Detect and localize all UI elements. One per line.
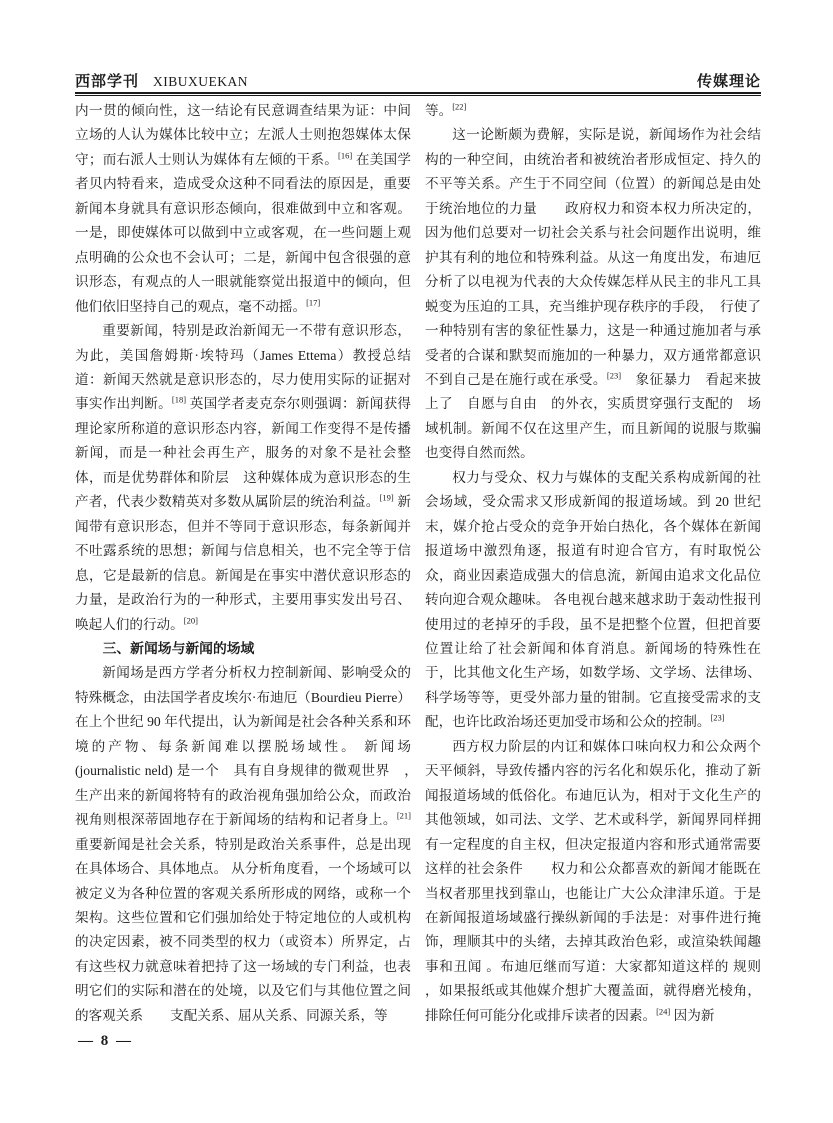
citation-ref: [20] — [183, 614, 198, 625]
header-divider-rule — [75, 92, 761, 96]
citation-ref: [17] — [306, 297, 321, 308]
journal-name-chinese: 西部学刊 — [75, 74, 140, 90]
paragraph: 西方权力阶层的内讧和媒体口味向权力和公众两个天平倾斜，导致传播内容的污名化和娱乐化，推动了新闻报道场域的低俗化。布迪厄认为，相对于文化生产的其他领域，如司法、文学、艺术或科学，新闻界同样拥有一定程度的自主权，但决定报道内容和形式通常需要这样的社会条件 权力和公众都喜欢的新闻才能既在当权者那里找到靠山，也能让广大公众津津乐道。于是在新闻报道场域盛行操纵新闻的手法是：对事件进行掩饰，理顺其中的头绪，去掉其政治色彩，或渲染轶闻趣事和丑闻 。布迪厄继而写道：大家都知道这样的 规则 ，如果报纸或其他媒介想扩大覆盖面，就得磨光棱角，排除任何可能分化或排斥读者的因素。[24] 因为新 — [425, 738, 761, 1023]
right-column — [425, 99, 761, 1028]
section-heading: 三、新闻场与新闻的场域 — [102, 640, 255, 656]
citation-ref: [19] — [379, 492, 394, 503]
paragraph: 权力与受众、权力与媒体的支配关系构成新闻的社会场域，受众需求又形成新闻的报道场域。到 20 世纪末，媒介抢占受众的竞争开始白热化，各个媒体在新闻报道场中激烈角逐，报道有时迎合官方，有时取悦公众，商业因素造成强大的信息流，新闻由追求文化品位转向迎合观众趣味。 各电视台越来越求助于轰动性报刊使用过的老掉牙的手段，虽不是把整个位置，但把首要位置让给了社会新闻和体育消息。新闻场的特殊性在于，比其他文化生产场，如数学场、文学场、法律场、科学场等等，更受外部力量的钳制。它直接受需求的支配，也许比政治场还更加受市场和公众的控制。[23] — [425, 469, 761, 730]
citation-ref: [23] — [606, 370, 622, 381]
left-column — [75, 99, 425, 1028]
paragraph: 这一论断颇为费解，实际是说，新闻场作为社会结构的一种空间，由统治者和被统治者形成恒定、持久的不平等关系。产生于不同空间（位置）的新闻总是由处于统治地位的力量 政府权力和资本权力所决定的，因为他们总要对一切社会关系与社会问题作出说明，维护其有利的地位和特殊利益。从这一角度出发，布迪厄分析了以电视为代表的大众传媒怎样从民主的非凡工具蜕变为压迫的工具，充当维护现存秩序的手段， 行使了一种特别有害的象征性暴力，这是一种通过施加者与承受者的合谋和默契而施加的一种暴力，双方通常都意识不到自己是在施行或在承受。[23] 象征暴力 看起来披上了 自愿与自由 的外衣，实质贯穿强行支配的 场域机制。新闻不仅在这里产生，而且新闻的说服与欺骗也变得自然而然。 — [425, 127, 762, 461]
paragraph: 重要新闻，特别是政治新闻无一不带有意识形态，为此，美国詹姆斯·埃特玛（James Ettema）教授总结道：新闻天然就是意识形态的，尽力使用实际的证据对事实作出判断。[18] 英国学者麦克奈尔则强调：新闻获得理论家所称道的意识形态内容，新闻工作变得不是传播新闻，而是一种社会再生产，服务的对象不是社会整体，而是优势群体和阶层 这种媒体成为意识形态的生产者，代表少数精英对多数从属阶层的统治利益。[19] 新闻带有意识形态，但并不等同于意识形态，每条新闻并不吐露系统的思想；新闻与信息相关，也不完全等于信息，它是最新的信息。新闻是在事实中潜伏意识形态的力量，是政治行为的一种形式，主要用事实发出号召、唤起人们的行动。[20] — [75, 323, 412, 632]
journal-title-group — [75, 70, 248, 91]
citation-ref: [16] — [338, 150, 353, 161]
journal-name-romanized: XIBUXUEKAN — [153, 74, 249, 89]
page-number: — 8 — — [78, 1033, 133, 1049]
paragraph: 等。[22] — [425, 101, 467, 118]
paragraph: 新闻场是西方学者分析权力控制新闻、影响受众的特殊概念，由法国学者皮埃尔·布迪厄（Bourdieu Pierre）在上个世纪 90 年代提出，认为新闻是社会各种关系和环境的产物、每条新闻难以摆脱场域性。 新闻场 (journalistic neld) 是一个 具有自身规律的微观世界 ， 生产出来的新闻将特有的政治视角强加给公众，而政治视角则根深蒂固地存在于新闻场的结构和记者身上。[21] 重要新闻是社会关系，特别是政治关系事件，总是出现在具体场合、具体地点。 从分析角度看，一个场域可以被定义为各种位置的客观关系所形成的网络，或称一个架构。这些位置和它们强加给处于特定地位的人或机构的决定因素，被不同类型的权力（或资本）所界定，占有这些权力就意味着把持了这一场域的专门利益，也表明它们的实际和潜在的处境，以及它们与其他位置之间的客观关系 支配关系、屈从关系、同源关系，等 — [75, 665, 425, 1023]
citation-ref: [18] — [171, 394, 187, 405]
section-label: 传媒理论 — [696, 74, 761, 90]
page-header — [75, 70, 761, 91]
citation-ref: [23] — [710, 712, 725, 723]
article-body — [75, 99, 761, 1028]
citation-ref: [22] — [452, 101, 467, 112]
paragraph: 内一贯的倾向性，这一结论有民意调查结果为证：中间立场的人认为媒体比较中立；左派人士则抱怨媒体太保守；而右派人士则认为媒体有左倾的干系。[16] 在美国学者贝内特看来，造成受众这种不同看法的原因是，重要新闻本身就具有意识形态倾向，很难做到中立和客观。一是，即使媒体可以做到中立或客观，在一些问题上观点明确的公众也不会认可；二是，新闻中包含很强的意识形态，有观点的人一眼就能察觉出报道中的倾向，但他们依旧坚持自己的观点，毫不动摇。[17] — [75, 103, 411, 314]
citation-ref: [24] — [656, 1006, 671, 1017]
citation-ref: [21] — [396, 810, 411, 821]
